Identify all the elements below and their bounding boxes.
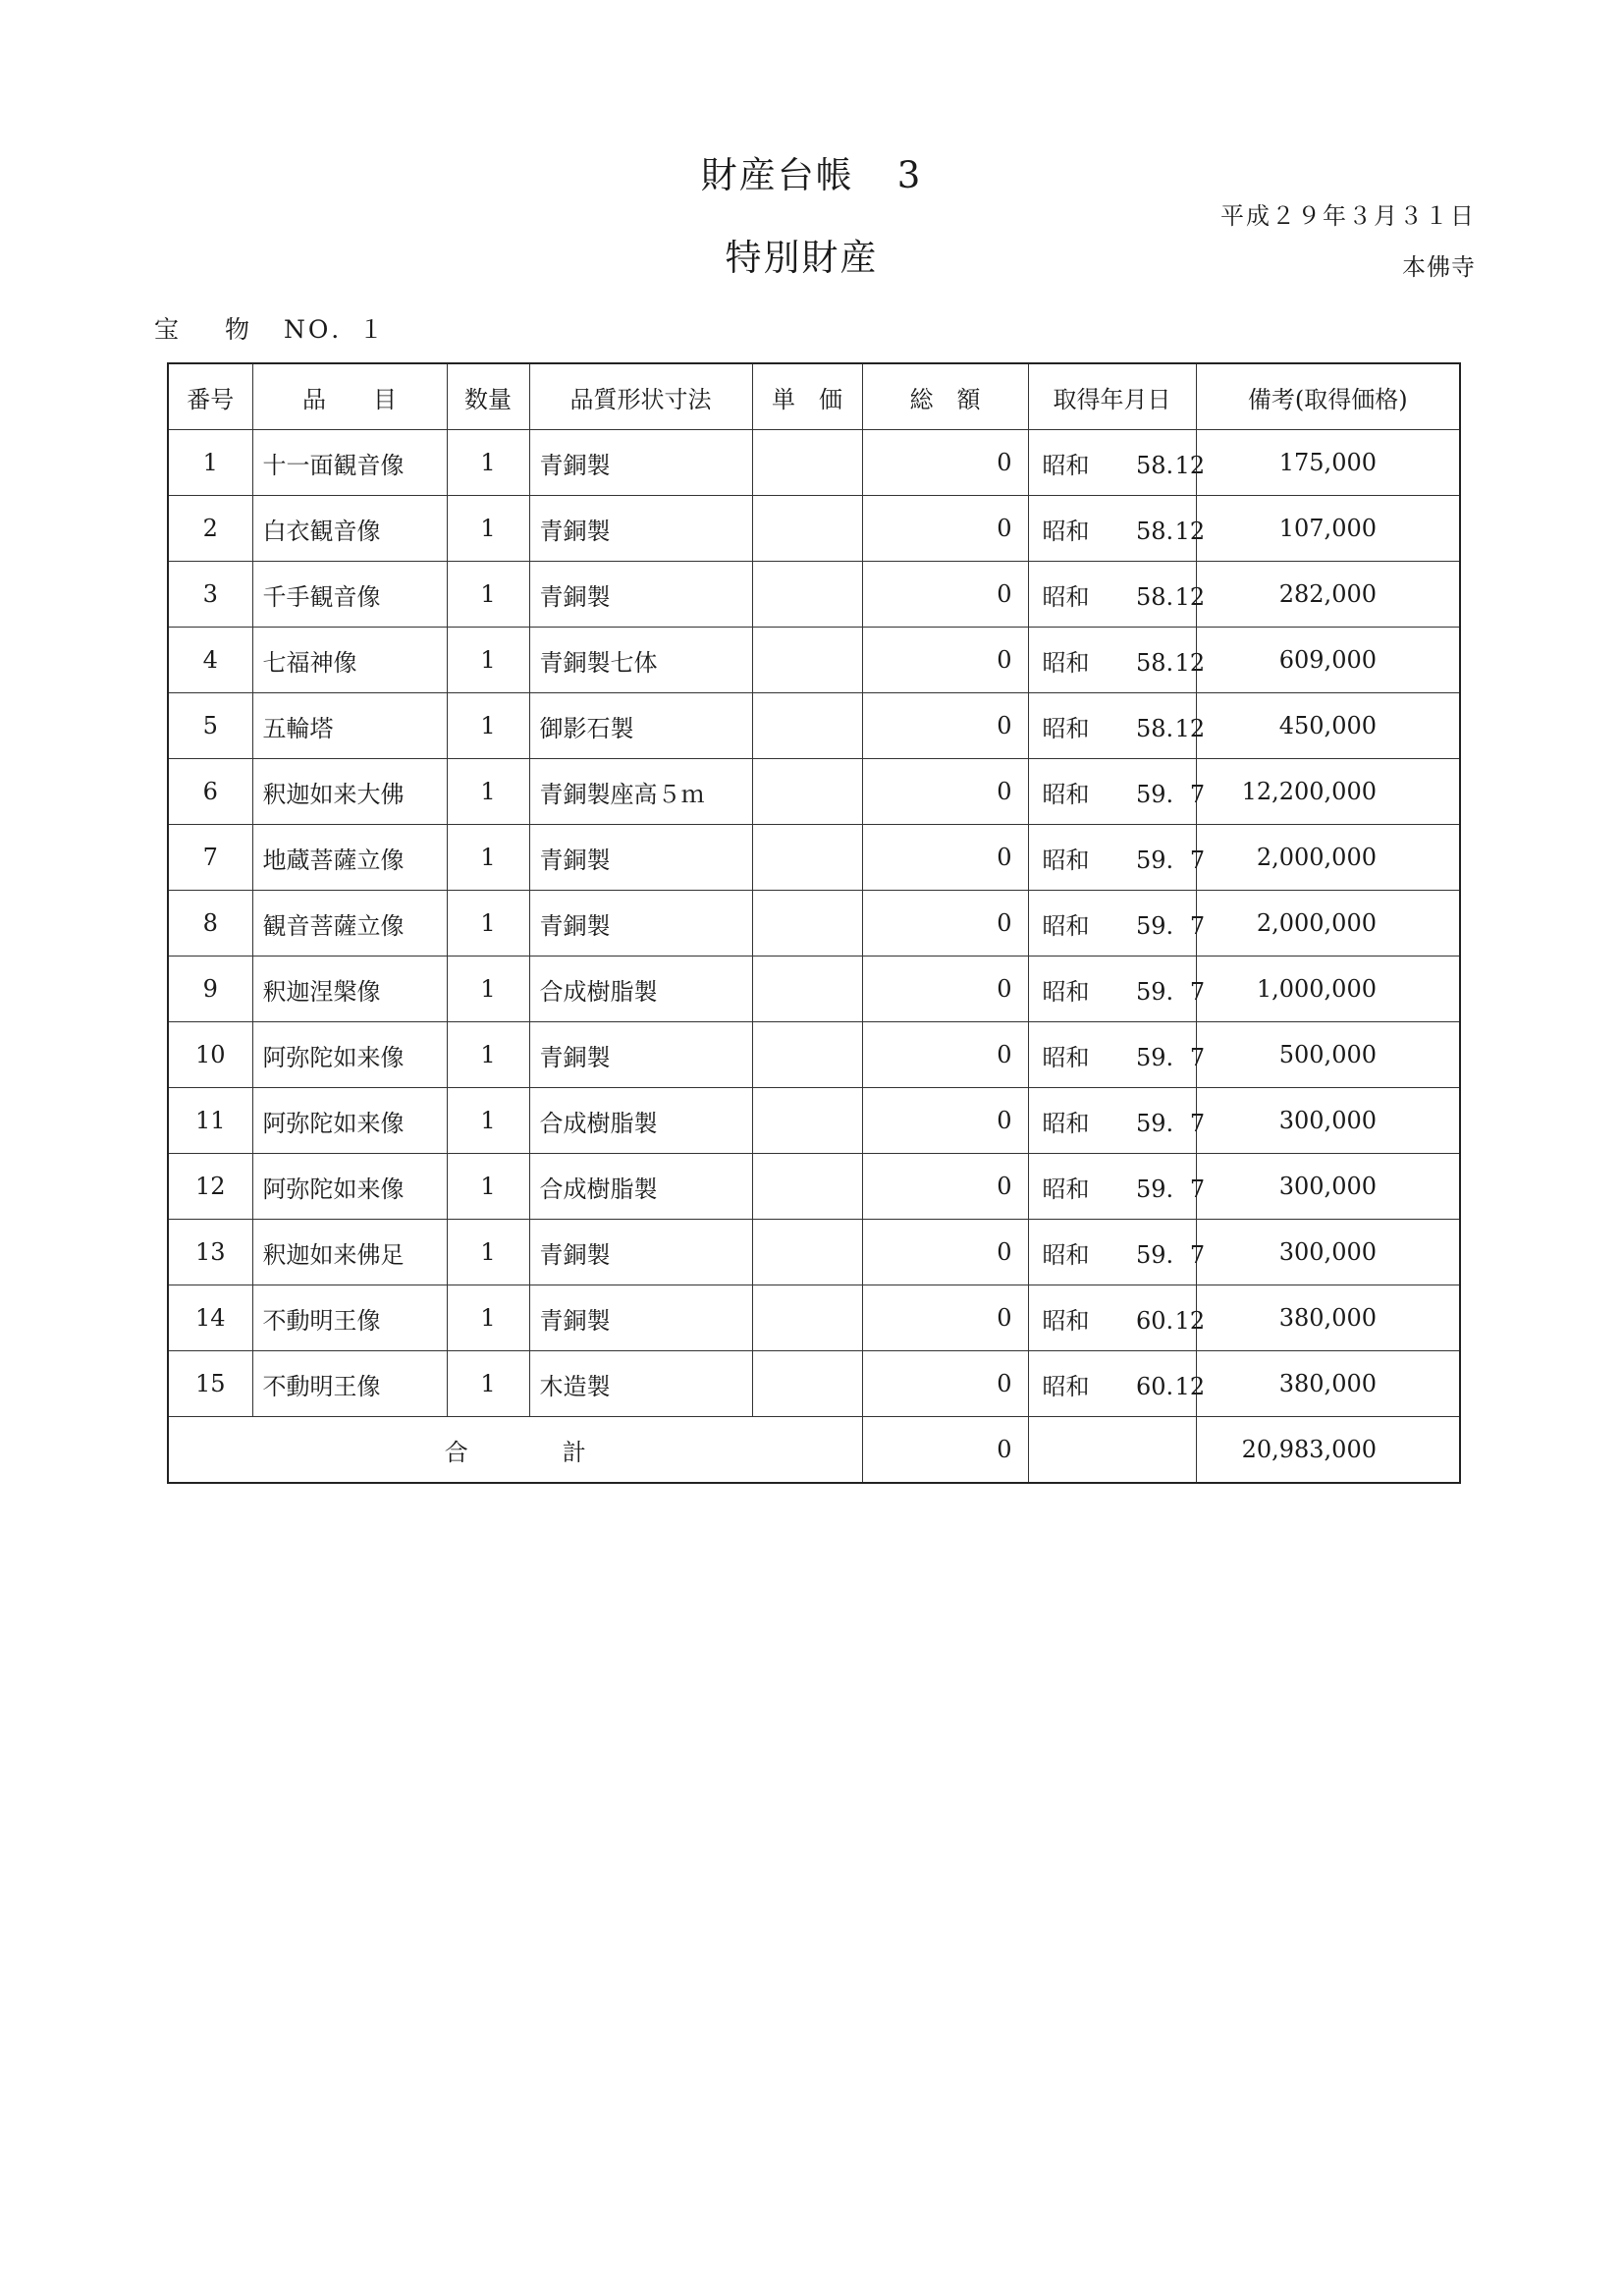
row-note: 107,000 bbox=[1196, 496, 1460, 562]
row-era: 昭和 bbox=[1042, 714, 1090, 742]
row-item: 阿弥陀如来像 bbox=[252, 1022, 447, 1088]
column-header-unit-price: 単 価 bbox=[752, 363, 862, 430]
row-number: 2 bbox=[168, 496, 252, 562]
table-row bbox=[168, 825, 1460, 891]
row-era: 昭和 bbox=[1042, 846, 1090, 874]
row-era: 昭和 bbox=[1042, 1240, 1090, 1269]
row-note: 175,000 bbox=[1196, 430, 1460, 496]
row-item: 千手観音像 bbox=[252, 562, 447, 628]
row-date-separator: . bbox=[1165, 846, 1174, 874]
summary-row bbox=[168, 1417, 1460, 1484]
row-material: 青銅製 bbox=[529, 496, 752, 562]
table-row bbox=[168, 891, 1460, 957]
row-total: 0 bbox=[862, 1220, 1028, 1285]
row-quantity: 1 bbox=[447, 1154, 529, 1220]
row-number: 5 bbox=[168, 693, 252, 759]
row-quantity: 1 bbox=[447, 430, 529, 496]
row-acquired-date bbox=[1028, 430, 1206, 496]
row-material: 青銅製 bbox=[529, 825, 752, 891]
title-number: 3 bbox=[896, 154, 923, 196]
row-era: 昭和 bbox=[1042, 648, 1090, 677]
row-total: 0 bbox=[862, 430, 1028, 496]
row-month: 12 bbox=[1174, 714, 1206, 742]
table-row bbox=[168, 496, 1460, 562]
row-total: 0 bbox=[862, 1088, 1028, 1154]
row-acquired-date bbox=[1028, 562, 1206, 628]
row-acquired-date bbox=[1028, 891, 1206, 957]
table-row bbox=[168, 1220, 1460, 1285]
row-month: 7 bbox=[1189, 1175, 1206, 1203]
document-date: 平成２９年３月３１日 bbox=[1220, 202, 1476, 230]
summary-note: 20,983,000 bbox=[1196, 1417, 1460, 1484]
row-unit-price bbox=[752, 628, 862, 693]
row-date-separator: . bbox=[1165, 977, 1174, 1006]
row-acquired-date bbox=[1028, 628, 1206, 693]
row-number: 12 bbox=[168, 1154, 252, 1220]
row-note: 12,200,000 bbox=[1196, 759, 1460, 825]
row-unit-price bbox=[752, 825, 862, 891]
row-quantity: 1 bbox=[447, 693, 529, 759]
row-total: 0 bbox=[862, 1285, 1028, 1351]
row-unit-price bbox=[752, 1088, 862, 1154]
title-text: 財産台帳 bbox=[700, 154, 854, 196]
row-item: 不動明王像 bbox=[252, 1285, 447, 1351]
row-material: 青銅製 bbox=[529, 562, 752, 628]
row-total: 0 bbox=[862, 562, 1028, 628]
row-number: 6 bbox=[168, 759, 252, 825]
row-era: 昭和 bbox=[1042, 911, 1090, 940]
row-quantity: 1 bbox=[447, 1351, 529, 1417]
table-row bbox=[168, 1088, 1460, 1154]
row-material: 青銅製 bbox=[529, 1285, 752, 1351]
row-quantity: 1 bbox=[447, 825, 529, 891]
table-row bbox=[168, 693, 1460, 759]
row-month: 12 bbox=[1174, 451, 1206, 479]
row-total: 0 bbox=[862, 957, 1028, 1022]
row-item: 釈迦如来佛足 bbox=[252, 1220, 447, 1285]
section-number: NO．１ bbox=[284, 315, 387, 344]
column-header-number: 番号 bbox=[168, 363, 252, 430]
row-number: 14 bbox=[168, 1285, 252, 1351]
column-header-total: 総 額 bbox=[862, 363, 1028, 430]
row-acquired-date bbox=[1028, 1351, 1206, 1417]
section-label bbox=[154, 310, 386, 346]
row-date-separator: . bbox=[1165, 451, 1174, 479]
row-material: 合成樹脂製 bbox=[529, 957, 752, 1022]
row-date-separator: . bbox=[1165, 517, 1174, 545]
summary-label-b: 計 bbox=[562, 1438, 586, 1466]
row-era: 昭和 bbox=[1042, 1175, 1090, 1203]
row-note: 282,000 bbox=[1196, 562, 1460, 628]
row-date-separator: . bbox=[1165, 1109, 1174, 1137]
row-year: 60 bbox=[1135, 1372, 1166, 1400]
row-date-separator: . bbox=[1165, 1372, 1174, 1400]
table-row bbox=[168, 562, 1460, 628]
row-date-separator: . bbox=[1165, 1240, 1174, 1269]
table-row bbox=[168, 1351, 1460, 1417]
row-total: 0 bbox=[862, 1154, 1028, 1220]
row-date-separator: . bbox=[1165, 1043, 1174, 1071]
row-unit-price bbox=[752, 562, 862, 628]
row-unit-price bbox=[752, 759, 862, 825]
section-label-a: 宝 bbox=[154, 315, 183, 344]
row-item: 十一面観音像 bbox=[252, 430, 447, 496]
row-year: 59 bbox=[1135, 1175, 1166, 1203]
row-date-separator: . bbox=[1165, 582, 1174, 611]
document-title bbox=[0, 145, 1623, 198]
row-material: 青銅製 bbox=[529, 430, 752, 496]
row-acquired-date bbox=[1028, 957, 1206, 1022]
row-month: 12 bbox=[1174, 1306, 1206, 1335]
row-total: 0 bbox=[862, 891, 1028, 957]
row-item: 白衣観音像 bbox=[252, 496, 447, 562]
row-month: 7 bbox=[1189, 977, 1206, 1006]
row-quantity: 1 bbox=[447, 759, 529, 825]
row-item: 観音菩薩立像 bbox=[252, 891, 447, 957]
column-header-item: 品 目 bbox=[252, 363, 447, 430]
row-total: 0 bbox=[862, 759, 1028, 825]
row-quantity: 1 bbox=[447, 496, 529, 562]
row-era: 昭和 bbox=[1042, 451, 1090, 479]
row-item: 阿弥陀如来像 bbox=[252, 1088, 447, 1154]
row-month: 7 bbox=[1189, 1240, 1206, 1269]
row-note: 380,000 bbox=[1196, 1351, 1460, 1417]
row-note: 2,000,000 bbox=[1196, 825, 1460, 891]
column-header-acquired-date: 取得年月日 bbox=[1028, 363, 1196, 430]
row-year: 60 bbox=[1135, 1306, 1166, 1335]
row-total: 0 bbox=[862, 693, 1028, 759]
row-month: 12 bbox=[1174, 648, 1206, 677]
row-acquired-date bbox=[1028, 1022, 1206, 1088]
row-material: 青銅製 bbox=[529, 1022, 752, 1088]
row-date-separator: . bbox=[1165, 1175, 1174, 1203]
table-row bbox=[168, 957, 1460, 1022]
row-material: 青銅製 bbox=[529, 891, 752, 957]
row-unit-price bbox=[752, 891, 862, 957]
row-acquired-date bbox=[1028, 496, 1206, 562]
column-header-note: 備考(取得価格) bbox=[1196, 363, 1460, 430]
row-date-separator: . bbox=[1165, 714, 1174, 742]
row-month: 12 bbox=[1174, 1372, 1206, 1400]
row-acquired-date bbox=[1028, 693, 1206, 759]
row-item: 七福神像 bbox=[252, 628, 447, 693]
table-row bbox=[168, 1154, 1460, 1220]
column-header-material: 品質形状寸法 bbox=[529, 363, 752, 430]
row-number: 7 bbox=[168, 825, 252, 891]
row-month: 12 bbox=[1174, 582, 1206, 611]
row-month: 7 bbox=[1189, 1109, 1206, 1137]
row-year: 59 bbox=[1135, 1109, 1166, 1137]
row-material: 青銅製座高５ｍ bbox=[529, 759, 752, 825]
row-year: 58 bbox=[1135, 582, 1166, 611]
row-acquired-date bbox=[1028, 825, 1206, 891]
row-unit-price bbox=[752, 1220, 862, 1285]
row-month: 7 bbox=[1189, 1043, 1206, 1071]
row-number: 4 bbox=[168, 628, 252, 693]
table-header-row bbox=[168, 363, 1460, 430]
section-label-b: 物 bbox=[225, 315, 253, 344]
row-acquired-date bbox=[1028, 759, 1206, 825]
row-era: 昭和 bbox=[1042, 1306, 1090, 1335]
row-year: 58 bbox=[1135, 714, 1166, 742]
row-era: 昭和 bbox=[1042, 780, 1090, 808]
row-unit-price bbox=[752, 1351, 862, 1417]
row-era: 昭和 bbox=[1042, 1372, 1090, 1400]
row-quantity: 1 bbox=[447, 891, 529, 957]
row-material: 御影石製 bbox=[529, 693, 752, 759]
row-number: 15 bbox=[168, 1351, 252, 1417]
row-total: 0 bbox=[862, 1022, 1028, 1088]
row-era: 昭和 bbox=[1042, 977, 1090, 1006]
row-date-separator: . bbox=[1165, 648, 1174, 677]
row-era: 昭和 bbox=[1042, 582, 1090, 611]
row-acquired-date bbox=[1028, 1220, 1206, 1285]
summary-label bbox=[168, 1417, 862, 1484]
row-month: 7 bbox=[1189, 911, 1206, 940]
row-unit-price bbox=[752, 693, 862, 759]
row-number: 13 bbox=[168, 1220, 252, 1285]
row-unit-price bbox=[752, 430, 862, 496]
row-note: 2,000,000 bbox=[1196, 891, 1460, 957]
row-material: 青銅製 bbox=[529, 1220, 752, 1285]
table-body bbox=[168, 430, 1460, 1417]
row-date-separator: . bbox=[1165, 1306, 1174, 1335]
summary-acquired bbox=[1028, 1417, 1196, 1484]
row-item: 不動明王像 bbox=[252, 1351, 447, 1417]
row-year: 58 bbox=[1135, 451, 1166, 479]
row-year: 59 bbox=[1135, 977, 1166, 1006]
row-acquired-date bbox=[1028, 1154, 1206, 1220]
row-unit-price bbox=[752, 1285, 862, 1351]
row-material: 合成樹脂製 bbox=[529, 1154, 752, 1220]
row-total: 0 bbox=[862, 825, 1028, 891]
row-acquired-date bbox=[1028, 1088, 1206, 1154]
row-year: 58 bbox=[1135, 517, 1166, 545]
row-number: 9 bbox=[168, 957, 252, 1022]
row-note: 1,000,000 bbox=[1196, 957, 1460, 1022]
property-ledger-table bbox=[167, 362, 1461, 1484]
table-row bbox=[168, 1022, 1460, 1088]
row-month: 12 bbox=[1174, 517, 1206, 545]
column-header-quantity: 数量 bbox=[447, 363, 529, 430]
row-total: 0 bbox=[862, 496, 1028, 562]
row-date-separator: . bbox=[1165, 911, 1174, 940]
row-number: 1 bbox=[168, 430, 252, 496]
row-note: 300,000 bbox=[1196, 1220, 1460, 1285]
row-quantity: 1 bbox=[447, 1022, 529, 1088]
summary-total: 0 bbox=[862, 1417, 1028, 1484]
row-item: 釈迦涅槃像 bbox=[252, 957, 447, 1022]
row-total: 0 bbox=[862, 628, 1028, 693]
summary-label-a: 合 bbox=[444, 1438, 468, 1466]
row-number: 11 bbox=[168, 1088, 252, 1154]
row-year: 59 bbox=[1135, 780, 1166, 808]
row-item: 釈迦如来大佛 bbox=[252, 759, 447, 825]
row-number: 8 bbox=[168, 891, 252, 957]
row-note: 300,000 bbox=[1196, 1088, 1460, 1154]
table-row bbox=[168, 759, 1460, 825]
row-year: 59 bbox=[1135, 911, 1166, 940]
row-item: 地蔵菩薩立像 bbox=[252, 825, 447, 891]
table-row bbox=[168, 628, 1460, 693]
row-month: 7 bbox=[1189, 846, 1206, 874]
row-unit-price bbox=[752, 496, 862, 562]
row-month: 7 bbox=[1189, 780, 1206, 808]
row-era: 昭和 bbox=[1042, 517, 1090, 545]
row-quantity: 1 bbox=[447, 1088, 529, 1154]
document-subtitle: 特別財産 bbox=[725, 237, 879, 279]
row-note: 609,000 bbox=[1196, 628, 1460, 693]
row-note: 450,000 bbox=[1196, 693, 1460, 759]
row-year: 59 bbox=[1135, 1043, 1166, 1071]
row-number: 3 bbox=[168, 562, 252, 628]
row-note: 500,000 bbox=[1196, 1022, 1460, 1088]
row-total: 0 bbox=[862, 1351, 1028, 1417]
row-era: 昭和 bbox=[1042, 1043, 1090, 1071]
row-unit-price bbox=[752, 1154, 862, 1220]
row-note: 300,000 bbox=[1196, 1154, 1460, 1220]
row-quantity: 1 bbox=[447, 1220, 529, 1285]
row-era: 昭和 bbox=[1042, 1109, 1090, 1137]
organization-name: 本佛寺 bbox=[1402, 253, 1476, 281]
row-quantity: 1 bbox=[447, 628, 529, 693]
row-year: 59 bbox=[1135, 846, 1166, 874]
row-item: 五輪塔 bbox=[252, 693, 447, 759]
row-year: 59 bbox=[1135, 1240, 1166, 1269]
row-material: 青銅製七体 bbox=[529, 628, 752, 693]
row-item: 阿弥陀如来像 bbox=[252, 1154, 447, 1220]
row-quantity: 1 bbox=[447, 957, 529, 1022]
row-unit-price bbox=[752, 957, 862, 1022]
row-acquired-date bbox=[1028, 1285, 1206, 1351]
row-note: 380,000 bbox=[1196, 1285, 1460, 1351]
row-material: 木造製 bbox=[529, 1351, 752, 1417]
row-unit-price bbox=[752, 1022, 862, 1088]
row-material: 合成樹脂製 bbox=[529, 1088, 752, 1154]
table-row bbox=[168, 1285, 1460, 1351]
row-date-separator: . bbox=[1165, 780, 1174, 808]
row-quantity: 1 bbox=[447, 1285, 529, 1351]
row-quantity: 1 bbox=[447, 562, 529, 628]
table-row bbox=[168, 430, 1460, 496]
row-year: 58 bbox=[1135, 648, 1166, 677]
row-number: 10 bbox=[168, 1022, 252, 1088]
